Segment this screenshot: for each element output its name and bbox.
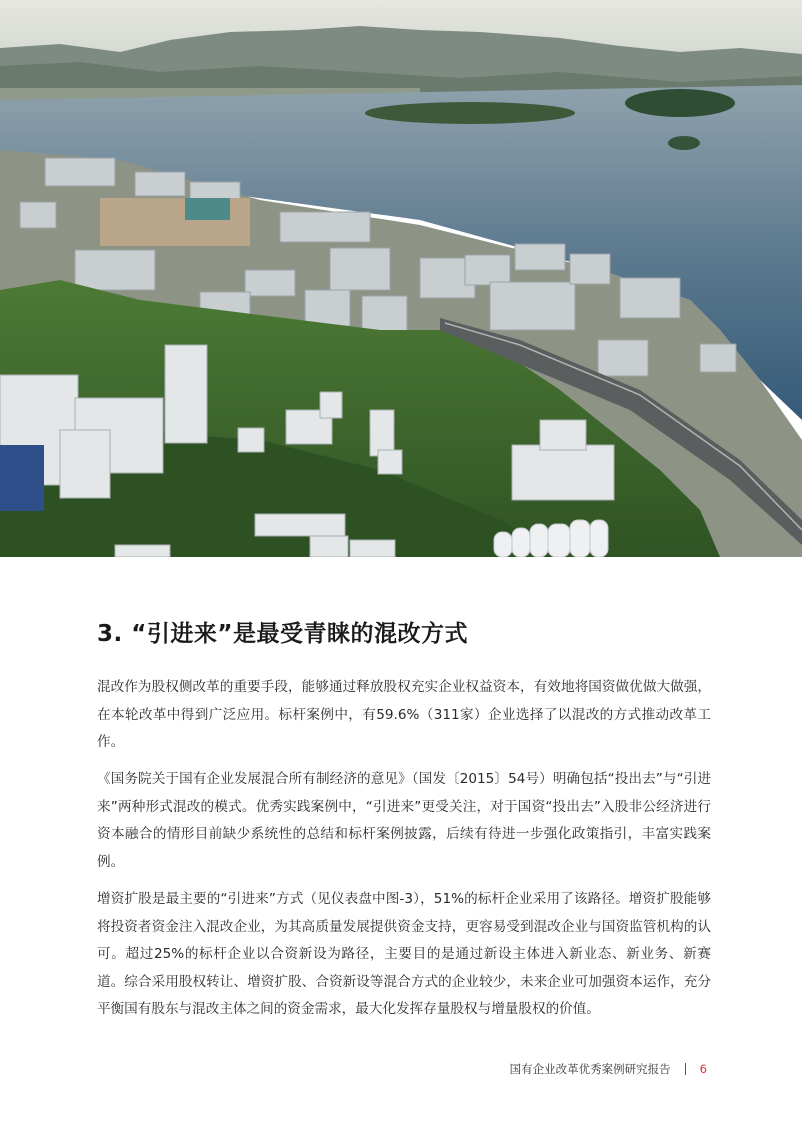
aerial-photo [0,0,802,557]
paragraph-intro: 混改作为股权侧改革的重要手段，能够通过释放股权充实企业权益资本，有效地将国资做优做大做强，在本轮改革中得到广泛应用。标杆案例中，有59.6%（311家）企业选择了以混改的方式推动改革工作。 [97,679,711,750]
paragraph-policy: 《国务院关于国有企业发展混合所有制经济的意见》（国发〔2015〕54号）明确包括“投出去”与“引进来”两种形式混改的模式。优秀实践案例中，“引进来”更受关注，对于国资“投出去”入股非公经济进行资本融合的情形目前缺少系统性的总结和标杆案例披露，后续有待进一步强化政策指引，丰富实践案例。 [97,771,711,870]
footer-report-title: 国有企业改革优秀案例研究报告 [509,1062,671,1076]
paragraph-capital-increase: 增资扩股是最主要的“引进来”方式（见仪表盘中图-3），51%的标杆企业采用了该路径。增资扩股能够将投资者资金注入混改企业，为其高质量发展提供资金支持，更容易受到混改企业与国资监管机构的认可。超过25%的标杆企业以合资新设为路径，主要目的是通过新设主体进入新业态、新业务、新赛道。综合采用股权转让、增资扩股、合资新设等混合方式的企业较少，未来企业可加强资本运作，充分平衡国有股东与混改主体之间的资金需求，最大化发挥存量股权与增量股权的价值。 [97,891,711,1017]
page-number: 6 [699,1062,707,1076]
page-footer [510,1061,707,1077]
section-title: 3. “引进来”是最受青睐的混改方式 [97,621,468,647]
footer-divider [685,1063,686,1075]
